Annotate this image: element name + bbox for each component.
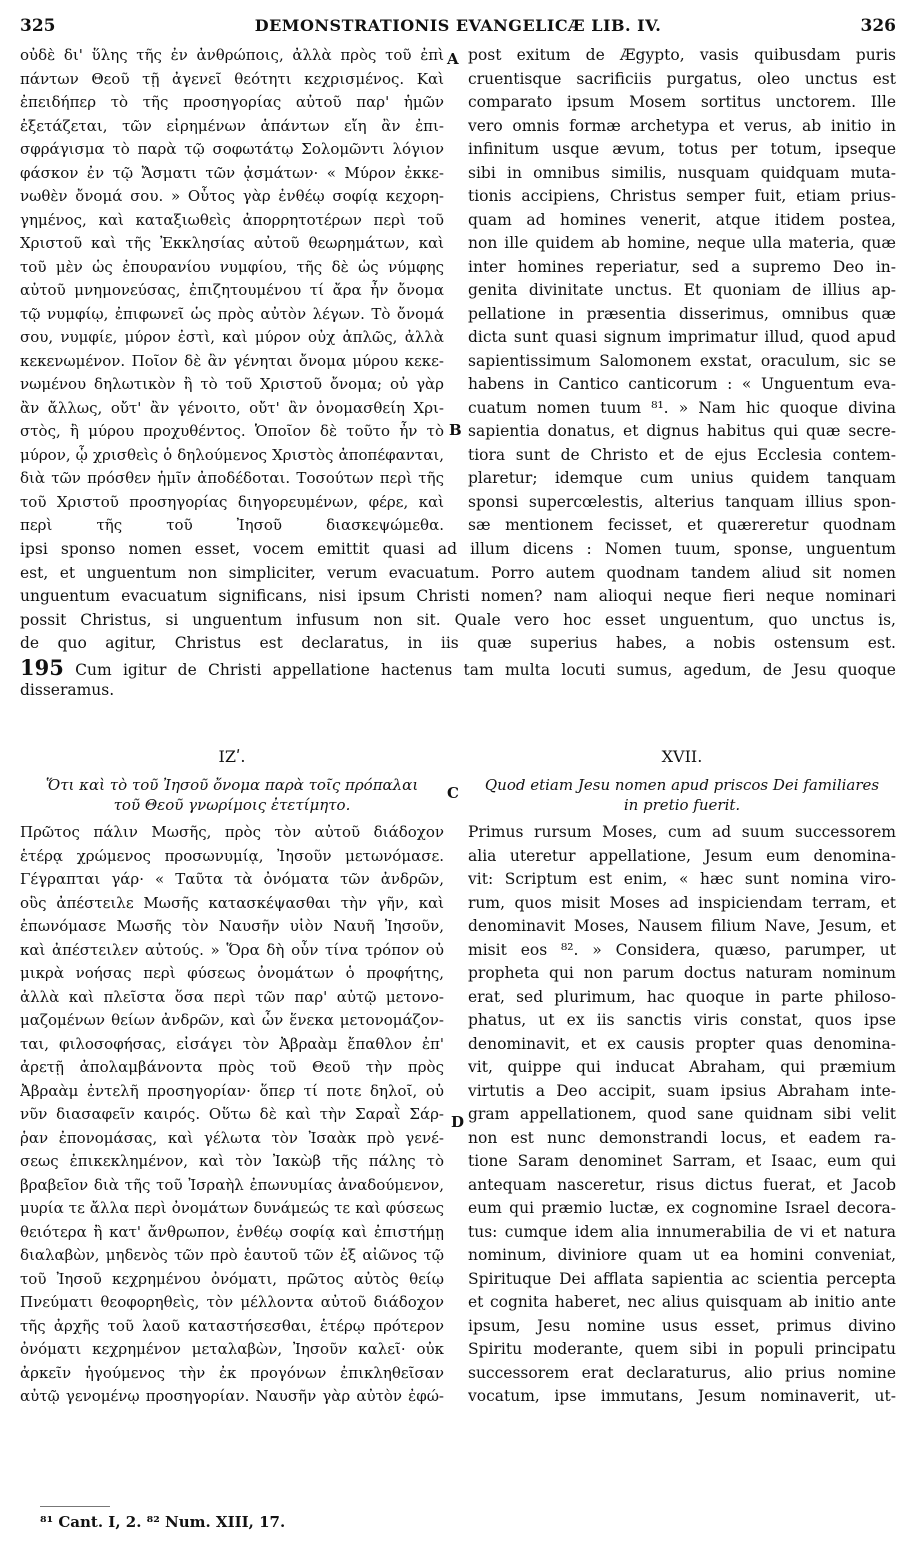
- running-head-title: DEMONSTRATIONIS EVANGELICÆ LIB. IV.: [254, 16, 662, 35]
- greek-text-line: ῥαν ἐπονομάσας, καὶ γέλωτα τὸν Ἰσαὰκ πρὸ γενέ-: [20, 1128, 444, 1147]
- greek-text-line: θειότερα ἢ κατ' ἄνθρωπον, ἐνθέῳ σοφίᾳ καὶ ἐπιστήμῃ: [20, 1222, 444, 1241]
- latin-text-line: denominavit Moses, Nausem filium Nave, Jesum, et: [468, 917, 896, 935]
- greek-text-line: μύρον, ᾧ χρισθεὶς ὁ δηλούμενος Χριστὸς ἀποπέφανται,: [20, 445, 444, 464]
- latin-full-195-text: Cum igitur de Christi appellatione hactenus tam multa locuti sumus, agedum, de Jesu quoque: [75, 660, 896, 679]
- margin-marker-b: B: [449, 421, 462, 439]
- latin-text-line: erat, sed plurimum, hac quoque in parte philoso-: [468, 987, 896, 1006]
- page-number-right: 326: [860, 16, 896, 36]
- latin-text-line: nominum, diviniore quam ut ea homini conveniat,: [468, 1246, 896, 1264]
- latin-text-line: vero omnis formæ archetypa et verus, ab initio in: [468, 116, 896, 135]
- greek-text-line: σεως ἐπικεκλημένον, καὶ τὸν Ἰακὼβ τῆς πάλης τὸ: [20, 1152, 444, 1170]
- greek-text-line: ὀνόματι κεχρημένον μεταλαβὼν, Ἰησοῦν καλεῖ· οὐκ: [20, 1340, 444, 1358]
- latin-text-line: virtutis a Deo accipit, suam ipsius Abraham inte-: [468, 1081, 896, 1100]
- margin-marker-a: A: [447, 50, 459, 68]
- latin-text-line: tionis accipiens, Christus semper fuit, etiam prius-: [468, 187, 896, 205]
- greek-text-line: ἀρετῇ ἀπολαμβάνοντα πρὸς τοῦ Θεοῦ τὴν πρὸς: [20, 1058, 444, 1076]
- greek-column-top: [20, 44, 444, 538]
- latin-full-line: unguentum evacuatum significans, nisi ipsum Christi nomen? nam alioqui neque fieri neque nominari: [20, 587, 896, 605]
- latin-text-line: phatus, ut ex iis sanctis viris constat, quos ipse: [468, 1011, 896, 1029]
- latin-text-line: sapientissimum Salomonem exstat, oraculum, sic se: [468, 351, 896, 370]
- greek-text-line: ται, φιλοσοφήσας, εἰσάγει τὸν Ἀβραὰμ ἔπαθλον ἐπ': [20, 1034, 444, 1053]
- latin-text-line: sæ mentionem fecisset, et quæreretur quodnam: [468, 516, 896, 534]
- latin-column-top: [468, 44, 896, 538]
- greek-text-line: τοῦ μὲν ὡς ἐπουρανίου νυμφίου, τῆς δὲ ὡς νύμφης: [20, 257, 444, 276]
- greek-text-line: Πρῶτος πάλιν Μωσῆς, πρὸς τὸν αὐτοῦ διάδοχον: [20, 823, 444, 841]
- greek-text-line: Ἀβραὰμ ἐντελῆ προσηγορίαν· ὅπερ τί ποτε δηλοῖ, οὐ: [20, 1081, 444, 1100]
- greek-text-line: γημένος, καὶ καταξιωθεὶς ἀπορρητοτέρων περὶ τοῦ: [20, 210, 444, 229]
- latin-full-line: ipsi sponso nomen esset, vocem emittit quasi ad illum dicens : Nomen tuum, sponse, unguentum: [20, 540, 896, 558]
- latin-column-bottom: [468, 821, 896, 1409]
- greek-text-line: βραβεῖον διὰ τῆς τοῦ Ἰσραὴλ ἐπωνυμίας ἀναδούμενον,: [20, 1175, 444, 1194]
- chapter-title-greek-line-2: τοῦ Θεοῦ γνωρίμοις ἐτετίμητο.: [113, 796, 351, 814]
- chapter-title-greek: [20, 775, 444, 815]
- latin-text-line: vocatum, ipse immutans, Jesum nominaverit, ut-: [468, 1387, 896, 1405]
- greek-text-line: ἂν ἄλλως, οὔτ' ἂν γένοιτο, οὔτ' ἂν ὀνομασθείη Χρι-: [20, 398, 444, 417]
- greek-text-line: σου, νυμφίε, μύρον ἐστὶ, καὶ μύρον οὐχ ἁπλῶς, ἀλλὰ: [20, 328, 444, 346]
- latin-text-line: successorem erat declaraturus, alio prius nomine: [468, 1363, 896, 1382]
- greek-text-line: καὶ ἀπέστειλεν αὐτούς. » Ὅρα δὴ οὖν τίνα τρόπον οὐ: [20, 940, 444, 959]
- latin-text-line: cuatum nomen tuum ⁸¹. » Nam hic quoque divina: [468, 398, 896, 417]
- greek-text-line: περὶ τῆς τοῦ Ἰησοῦ διασκεψώμεθα.: [20, 516, 444, 534]
- latin-full-width: [20, 538, 896, 703]
- latin-text-line: habens in Cantico canticorum : « Unguentum eva-: [468, 375, 896, 393]
- latin-full-end: disseramus.: [20, 681, 115, 699]
- latin-text-line: tiora sunt de Christo et de ejus Ecclesia contem-: [468, 445, 896, 464]
- footnotes: ⁸¹ Cant. I, 2. ⁸² Num. XIII, 17.: [40, 1513, 286, 1531]
- greek-text-line: διαλαβὼν, μηδενὸς τῶν πρὸ ἑαυτοῦ τῶν ἐξ αἰῶνος τῷ: [20, 1246, 444, 1264]
- greek-text-line: στὸς, ἢ μύρου προχυθέντος. Ὁποῖον δὲ τοῦτο ἦν τὸ: [20, 422, 444, 440]
- greek-text-line: ἐξετάζεται, τῶν εἰρημένων ἁπάντων εἴη ἂν ἐπι-: [20, 116, 444, 135]
- greek-text-line: σφράγισμα τὸ παρὰ τῷ σοφωτάτῳ Σολομῶντι λόγιον: [20, 140, 444, 158]
- greek-text-line: οὐδὲ δι' ὕλης τῆς ἐν ἀνθρώποις, ἀλλὰ πρὸς τοῦ ἐπὶ: [20, 46, 444, 64]
- latin-text-line: non ille quidem ab homine, neque ulla materia, quæ: [468, 234, 896, 252]
- greek-text-line: Πνεύματι θεοφορηθεὶς, τὸν μέλλοντα αὐτοῦ διάδοχον: [20, 1293, 444, 1311]
- greek-text-line: ἐπωνόμασε Μωσῆς τὸν Ναυσῆν υἱὸν Ναυῆ Ἰησοῦν,: [20, 917, 444, 935]
- latin-full-line: possit Christus, si unguentum infusum non sit. Quale vero hoc esset unguentum, quo unctus is,: [20, 610, 896, 629]
- latin-text-line: denominavit, et ex causis propter quas denomina-: [468, 1034, 896, 1053]
- latin-text-line: Spirituque Dei afflata sapientia ac scientia percepta: [468, 1269, 896, 1288]
- greek-text-line: μικρὰ νοήσας περὶ φύσεως ὀνομάτων ὁ προφήτης,: [20, 964, 444, 982]
- greek-column-bottom: [20, 821, 444, 1409]
- latin-text-line: cruentisque sacrificiis purgatus, oleo unctus est: [468, 69, 896, 88]
- greek-text-line: ἀρκεῖν ἡγούμενος τὴν ἐκ προγόνων ἐπικληθεῖσαν: [20, 1363, 444, 1382]
- greek-text-line: νωθὲν ὄνομά σου. » Οὗτος γὰρ ἐνθέῳ σοφίᾳ κεχορη-: [20, 187, 444, 205]
- latin-text-line: Spiritu moderante, quem sibi in populi principatu: [468, 1340, 896, 1358]
- latin-text-line: genita divinitate unctus. Et quoniam de illius ap-: [468, 281, 896, 299]
- chapter-title-latin-line-2: in pretio fuerit.: [623, 796, 741, 814]
- latin-full-line: est, et unguentum non simpliciter, verum evacuatum. Porro autem quodnam tandem aliud sit nomen: [20, 563, 896, 582]
- chapter-number-latin: XVII.: [661, 747, 703, 766]
- greek-text-line: Χριστοῦ καὶ τῆς Ἐκκλησίας αὐτοῦ θεωρημάτων, καὶ: [20, 234, 444, 252]
- chapter-title-latin: [468, 775, 896, 815]
- greek-text-line: πάντων Θεοῦ τῇ ἀγενεῖ θεότητι κεχρισμένος. Καὶ: [20, 69, 444, 88]
- greek-text-line: τῷ νυμφίῳ, ἐπιφωνεῖ ὡς πρὸς αὐτὸν λέγων. Τὸ ὄνομά: [20, 304, 444, 323]
- latin-text-line: post exitum de Ægypto, vasis quibusdam puris: [468, 46, 896, 64]
- greek-text-line: τοῦ Ἰησοῦ κεχρημένου ὀνόματι, πρῶτος αὐτὸς θείῳ: [20, 1269, 444, 1288]
- latin-text-line: gram appellationem, quod sane quidnam sibi velit: [468, 1105, 896, 1123]
- footnote-rule: [40, 1506, 110, 1507]
- latin-text-line: ipsum, Jesu nomine usus esset, primus divino: [468, 1316, 896, 1335]
- margin-marker-d: D: [451, 1113, 465, 1131]
- latin-text-line: alia uteretur appellatione, Jesum eum denomina-: [468, 846, 896, 865]
- latin-text-line: sponsi supercœlestis, alterius tanquam illius spon-: [468, 492, 896, 511]
- latin-text-line: plaretur; idemque cum unius quidem tanquam: [468, 469, 896, 487]
- latin-text-line: eum qui præmio luctæ, ex cognomine Israel decora-: [468, 1199, 896, 1217]
- latin-text-line: misit eos ⁸². » Considera, quæso, parumper, ut: [468, 940, 896, 959]
- greek-text-line: αὐτοῦ μνημονεύσας, ἐπιζητουμένου τί ἄρα ἦν ὄνομα: [20, 281, 444, 299]
- greek-text-line: Γέγραπται γάρ· « Ταῦτα τὰ ὀνόματα τῶν ἀνδρῶν,: [20, 870, 444, 888]
- latin-text-line: tione Saram denominet Sarram, et Isaac, eum qui: [468, 1152, 896, 1170]
- page-number-left: 325: [20, 16, 56, 36]
- latin-full-line: de quo agitur, Christus est declaratus, in iis quæ superius habes, a nobis ostensum est.: [20, 634, 896, 652]
- latin-full-line-195: [20, 656, 896, 680]
- latin-text-line: vit: Scriptum est enim, « hæc sunt nomina viro-: [468, 870, 896, 888]
- greek-text-line: μαζομένων θείων ἀνδρῶν, καὶ ὧν ἕνεκα μετονομάζον-: [20, 1011, 444, 1029]
- chapter-title-latin-line-1: Quod etiam Jesu nomen apud priscos Dei familiares: [484, 776, 880, 794]
- greek-text-line: κεκενωμένον. Ποῖον δὲ ἂν γένηται ὄνομα μύρου κεκε-: [20, 351, 444, 370]
- section-number-195: 195: [20, 655, 64, 679]
- latin-text-line: vit, quippe qui inducat Abraham, qui præmium: [468, 1058, 896, 1076]
- greek-text-line: φάσκον ἐν τῷ Ἄσματι τῶν ᾀσμάτων· « Μύρον ἐκκε-: [20, 163, 444, 182]
- latin-text-line: rum, quos misit Moses ad inspiciendam terram, et: [468, 893, 896, 912]
- chapter-title-greek-line-1: Ὅτι καὶ τὸ τοῦ Ἰησοῦ ὄνομα παρὰ τοῖς πρόπαλαι: [45, 776, 419, 794]
- latin-text-line: infinitum usque ævum, totus per totum, ipseque: [468, 140, 896, 158]
- greek-text-line: διὰ τῶν πρόσθεν ἡμῖν ἀποδέδοται. Τοσούτων περὶ τῆς: [20, 469, 444, 487]
- greek-text-line: οὓς ἀπέστειλε Μωσῆς κατασκέψασθαι τὴν γῆν, καὶ: [20, 893, 444, 912]
- latin-text-line: pellatione in præsentia disserimus, omnibus quæ: [468, 304, 896, 323]
- greek-text-line: ἀλλὰ καὶ πλεῖστα ὅσα περὶ τῶν παρ' αὐτῷ μετονο-: [20, 987, 444, 1006]
- latin-text-line: dicta sunt quasi signum imprimatur illud, quod apud: [468, 328, 896, 346]
- chapter-number-greek: ΙΖʹ.: [218, 747, 246, 766]
- latin-text-line: comparato ipsum Mosem sortitus unctorem. Ille: [468, 93, 896, 111]
- greek-text-line: νῦν διασαφεῖν καιρός. Οὕτω δὲ καὶ τὴν Σαραῒ Σάρ-: [20, 1105, 444, 1123]
- latin-text-line: tus: cumque idem alia innumerabilia de vi et natura: [468, 1222, 896, 1241]
- greek-text-line: τῆς ἀρχῆς τοῦ λαοῦ καταστήσεσθαι, ἑτέρῳ πρότερον: [20, 1316, 444, 1335]
- greek-text-line: αὐτῷ γενομένῳ προσηγορίαν. Ναυσῆν γὰρ αὐτὸν ἐφώ-: [20, 1387, 444, 1405]
- latin-text-line: quam ad homines venerit, atque itidem postea,: [468, 210, 896, 229]
- margin-marker-c: C: [447, 784, 459, 802]
- greek-text-line: τοῦ Χριστοῦ προσηγορίας διηγορευμένων, φέρε, καὶ: [20, 492, 444, 511]
- latin-text-line: sapientia donatus, et dignus habitus qui quæ secre-: [468, 422, 896, 440]
- latin-text-line: Primus rursum Moses, cum ad suum successorem: [468, 823, 896, 841]
- greek-text-line: ἐπειδήπερ τὸ τῆς προσηγορίας αὐτοῦ παρ' ἡμῶν: [20, 93, 444, 111]
- running-header: [20, 16, 896, 42]
- greek-text-line: νωμένου δηλωτικὸν ἢ τὸ τοῦ Χριστοῦ ὄνομα; οὐ γὰρ: [20, 375, 444, 393]
- greek-text-line: ἑτέρᾳ χρώμενος προσωνυμίᾳ, Ἰησοῦν μετωνόμασε.: [20, 846, 444, 865]
- latin-text-line: propheta qui non parum doctus naturam nominum: [468, 964, 896, 982]
- greek-text-line: μυρία τε ἄλλα περὶ ὀνομάτων δυνάμεώς τε καὶ φύσεως: [20, 1199, 444, 1217]
- latin-text-line: antequam nasceretur, risus dictus fuerat, et Jacob: [468, 1175, 896, 1194]
- latin-text-line: inter homines reperiatur, sed a supremo Deo in-: [468, 257, 896, 276]
- latin-text-line: non est nunc demonstrandi locus, et eadem ra-: [468, 1128, 896, 1147]
- latin-text-line: sibi in omnibus similis, nusquam quidquam muta-: [468, 163, 896, 182]
- latin-text-line: et cognita haberet, nec alius quisquam ab initio ante: [468, 1293, 896, 1311]
